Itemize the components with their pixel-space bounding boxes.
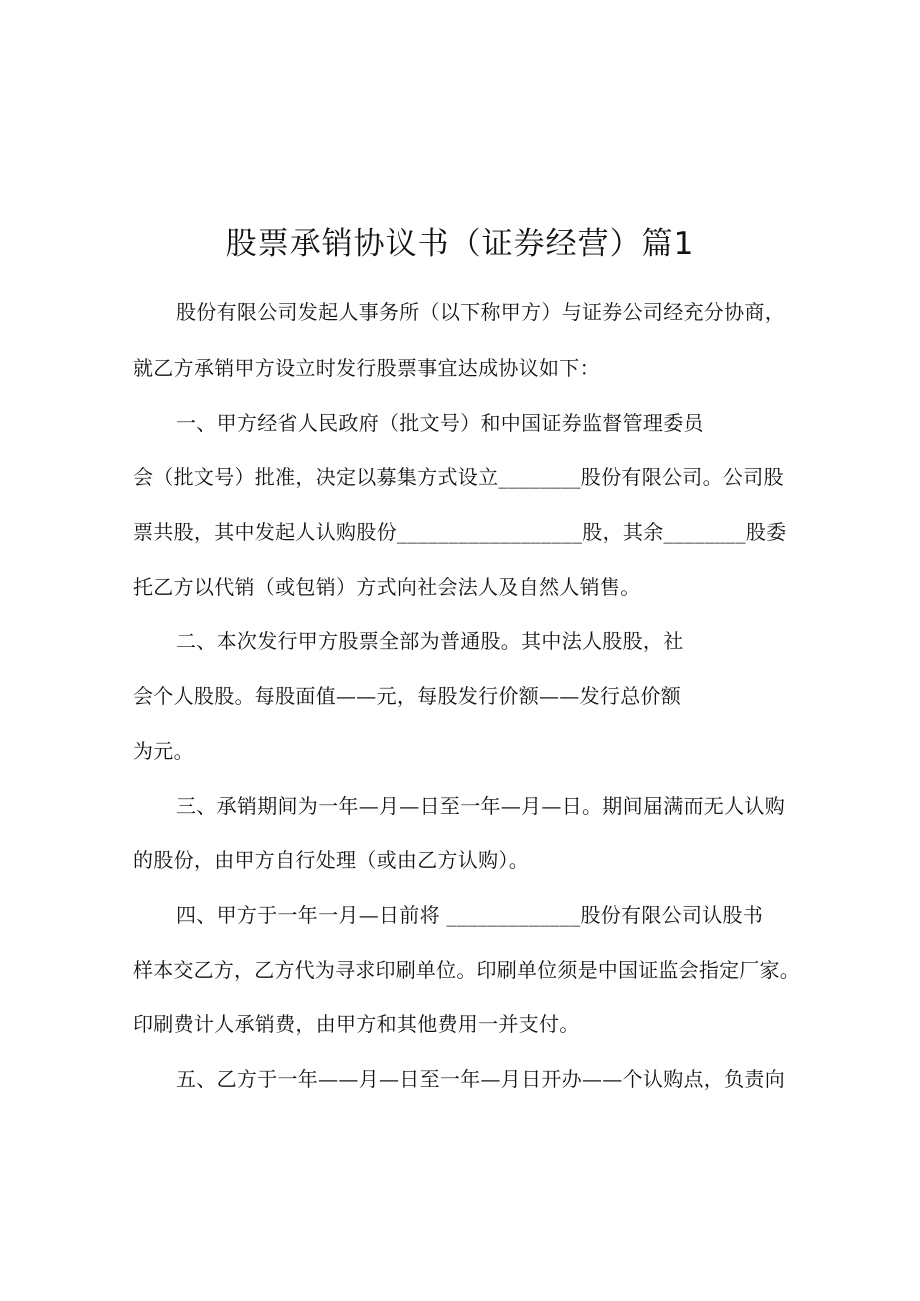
- paragraph-line: 样本交乙方，乙方代为寻求印刷单位。印刷单位须是中国证监会指定厂家。: [133, 958, 800, 982]
- paragraph-line: 票共股，其中发起人认购股份__________________股，其余________股委: [133, 520, 787, 544]
- paragraph-line: 会（批文号）批准，决定以募集方式设立________股份有限公司。公司股: [133, 465, 784, 489]
- paragraph-line: 就乙方承销甲方设立时发行股票事宜达成协议如下：: [133, 356, 600, 380]
- paragraph-line: 一、甲方经省人民政府（批文号）和中国证券监督管理委员: [176, 411, 704, 435]
- paragraph-line: 托乙方以代销（或包销）方式向社会法人及自然人销售。: [133, 575, 641, 599]
- paragraph-line: 的股份，由甲方自行处理（或由乙方认购）。: [133, 848, 529, 872]
- paragraph-line: 股份有限公司发起人事务所（以下称甲方）与证券公司经充分协商，: [176, 300, 785, 324]
- paragraph-line: 四、甲方于一年一月—日前将 _____________股份有限公司认股书: [176, 903, 764, 927]
- paragraph-line: 印刷费计人承销费，由甲方和其他费用一并支付。: [133, 1012, 580, 1036]
- paragraph-line: 会个人股股。每股面值——元，每股发行价额——发行总价额: [133, 684, 682, 708]
- paragraph-line: 为元。: [133, 739, 194, 763]
- paragraph-line: 三、承销期间为一年—月—日至一年—月—日。期间届满而无人认购: [176, 794, 785, 818]
- paragraph-line: 二、本次发行甲方股票全部为普通股。其中法人股股，社: [176, 629, 684, 653]
- paragraph-line: 五、乙方于一年——月—日至一年—月日开办——个认购点，负责向: [176, 1067, 785, 1091]
- document-title: 股票承销协议书（证券经营）篇1: [225, 226, 695, 262]
